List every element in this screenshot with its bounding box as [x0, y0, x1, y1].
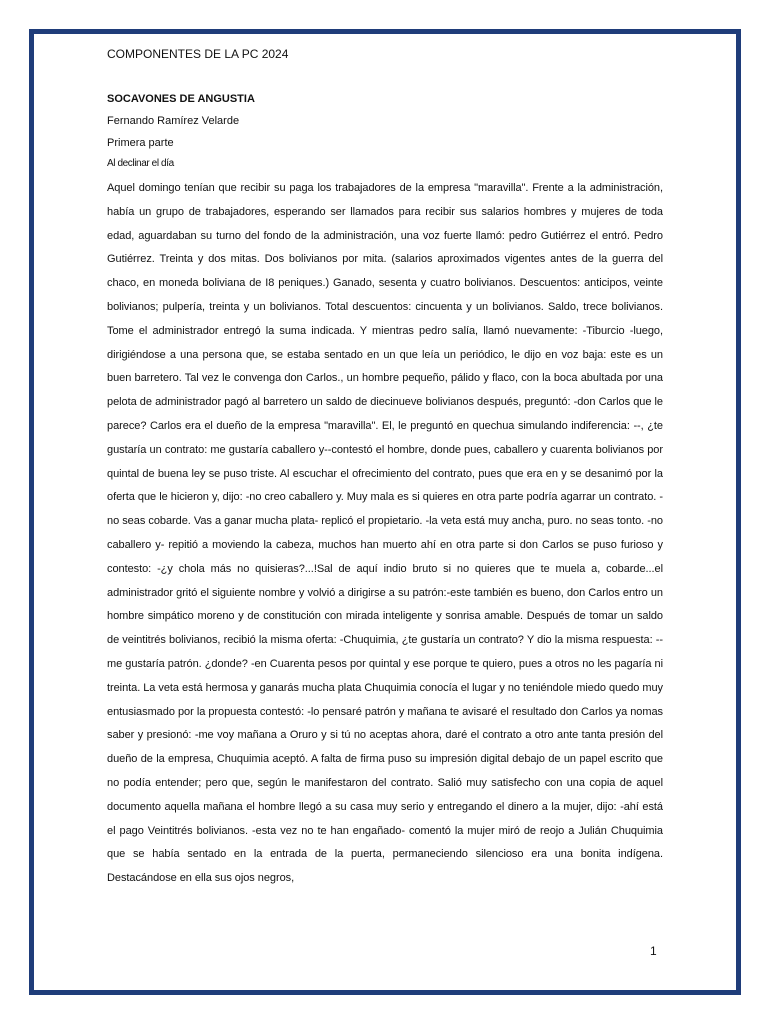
story-title: SOCAVONES DE ANGUSTIA [107, 93, 255, 105]
document-body [107, 45, 663, 891]
header-title: COMPONENTES DE LA PC 2024 [107, 47, 289, 61]
part-label: Primera parte [107, 137, 174, 149]
body-paragraph: Aquel domingo tenían que recibir su paga los trabajadores de la empresa "maravilla". Frente a la administración, había un grupo de trabajadores, esperando ser llamados para recibir sus salarios hombres y mujeres de toda edad, aguardaban su turno del fondo de la administración, una voz fuerte llamó: pedro Gutiérrez el entró. Pedro Gutiérrez. Treinta y dos mitas. Dos bolivianos por mita. (salarios aproximados vigentes antes de la guerra del chaco, en moneda boliviana de I8 peniques.) Ganado, sesenta y cuatro bolivianos. Descuentos: anticipos, veinte bolivianos; pulpería, treinta y un bolivianos. Total descuentos: cincuenta y un bolivianos. Saldo, trece bolivianos. Tome el administrador entregó la suma indicada. Y mientras pedro salía, llamó nuevamente: -Tiburcio -luego, dirigiéndose a una persona que, se estaba sentado en un que leía un periódico, le dijo en voz baja: este es un buen barretero. Tal vez le convenga don Carlos., un hombre pequeño, pálido y flaco, con la boca abultada por una pelota de administrador pagó al barretero un saldo de diecinueve bolivianos después, preguntó: -don Carlos que le parece? Carlos era el dueño de la empresa "maravilla". El, le preguntó en quechua simulando indiferencia: --, ¿te gustaría un contrato: me gustaría caballero y--contestó el hombre, donde pues, caballero y cuarenta bolivianos por quintal de buena ley se puso triste. Al escuchar el ofrecimiento del contrato, pues que era en y se desanimó por la oferta que le hicieron y, dijo: -no creo caballero y. Muy mala es si quieres en otra parte podría agarrar un contrato. -no seas cobarde. Vas a ganar mucha plata- replicó el propietario. -la veta está muy ancha, puro. no seas tonto. -no caballero y- repitió a moviendo la cabeza, muchos han muerto ahí en otra parte si don Carlos se puso furioso y contesto: -¿y chola más no quisieras?...!Sal de aquí indio bruto si no quieres que te muela a, cobarde...el administrador gritó el siguiente nombre y volvió a dirigirse a su patrón:-este también es bueno, don Carlos entro un hombre simpático moreno y de constitución con mirada inteligente y sonrisa amable. Después de tomar un saldo de veintitrés bolivianos, recibió la misma oferta: -Chuquimia, ¿te gustaría un contrato? Y dio la misma respuesta: --me gustaría patrón. ¿donde? -en Cuarenta pesos por quintal y ese porque te quiero, pues a otros no les pagaría ni treinta. La veta está hermosa y ganarás mucha plata Chuquimia conocía el lugar y no teniéndole miedo quedo muy entusiasmado por la propuesta contestó: -lo pensaré patrón y mañana te avisaré el resultado don Carlos ya nomas saber y presionó: -me voy mañana a Oruro y si tú no aceptas ahora, daré el contrato a otro ante tanta presión del dueño de la empresa, Chuquimia aceptó. A falta de firma puso su impresión digital debajo de un papel escrito que no podía entender; pero que, según le manifestaron del contrato. Salió muy satisfecho con una copia de aquel documento aquella mañana el hombre llegó a su casa muy serio y entregando el dinero a la mujer, dijo: -ahí está el pago Veintitrés bolivianos. -esta vez no te han engañado- comentó la mujer miró de reojo a Julián Chuquimia que se había sentado en la entrada de la puerta, permaneciendo silencioso era una bonita indígena. Destacándose en ella sus ojos negros, [107, 182, 663, 885]
section-heading: Al declinar el día [107, 158, 174, 169]
author-name: Fernando Ramírez Velarde [107, 115, 240, 127]
page-number: 1 [650, 944, 657, 958]
